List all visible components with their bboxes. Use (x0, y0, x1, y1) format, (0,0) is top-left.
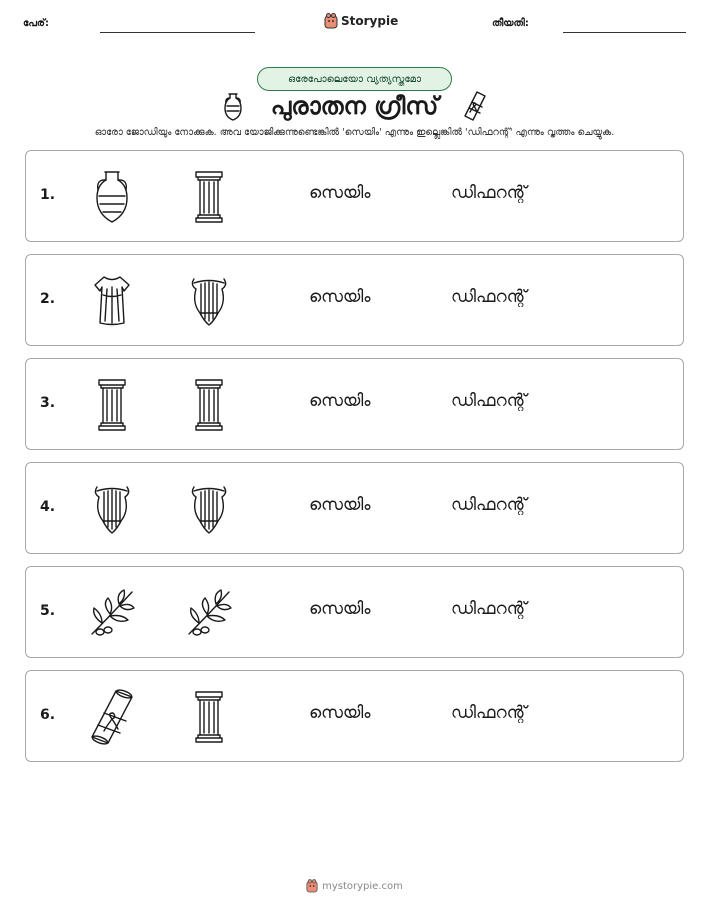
date-line[interactable] (563, 32, 686, 33)
worksheet-type-badge: ഒരേപോലെയോ വ്യത്യസ്തമോ (257, 67, 452, 91)
same-option[interactable]: സെയിം (309, 703, 371, 723)
name-line[interactable] (100, 32, 255, 33)
date-label: തീയതി: (492, 18, 529, 29)
olive-branch-icon (179, 583, 239, 643)
storypie-logo-icon (324, 13, 338, 29)
footer-url[interactable]: mystorypie.com (322, 880, 403, 892)
question-number: 1. (40, 187, 56, 203)
question-row (25, 462, 684, 554)
brand-logo (324, 13, 398, 29)
question-row (25, 254, 684, 346)
question-number: 3. (40, 395, 56, 411)
different-option[interactable]: ഡിഫറന്റ് (451, 599, 527, 619)
different-option[interactable]: ഡിഫറന്റ് (451, 287, 527, 307)
question-number: 4. (40, 499, 56, 515)
question-row (25, 670, 684, 762)
instructions: ഓരോ ജോഡിയും നോക്കുക. അവ യോജിക്കുന്നുണ്ടെങ്കിൽ 'സെയിം' എന്നും ഇല്ലെങ്കിൽ 'ഡിഫറന്റ്' എന്നും വൃത്തം ചെയ്യുക. (94, 127, 615, 138)
storypie-logo-icon (306, 879, 318, 893)
lyre-icon (179, 271, 239, 331)
same-option[interactable]: സെയിം (309, 183, 371, 203)
tunic-icon (82, 271, 142, 331)
name-label: പേര്: (23, 18, 49, 29)
question-row (25, 358, 684, 450)
scroll-icon (82, 687, 142, 747)
question-number: 5. (40, 603, 56, 619)
question-number: 2. (40, 291, 56, 307)
question-row (25, 566, 684, 658)
same-option[interactable]: സെയിം (309, 391, 371, 411)
different-option[interactable]: ഡിഫറന്റ് (451, 703, 527, 723)
column-icon (179, 375, 239, 435)
question-number: 6. (40, 707, 56, 723)
question-row (25, 150, 684, 242)
different-option[interactable]: ഡിഫറന്റ് (451, 183, 527, 203)
olive-branch-icon (82, 583, 142, 643)
different-option[interactable]: ഡിഫറന്റ് (451, 391, 527, 411)
column-icon (179, 687, 239, 747)
scroll-icon (463, 90, 487, 126)
column-icon (82, 375, 142, 435)
same-option[interactable]: സെയിം (309, 599, 371, 619)
footer (0, 879, 709, 893)
column-icon (179, 167, 239, 227)
same-option[interactable]: സെയിം (309, 495, 371, 515)
lyre-icon (179, 479, 239, 539)
amphora-icon (82, 167, 142, 227)
brand-name: Storypie (341, 14, 399, 28)
different-option[interactable]: ഡിഫറന്റ് (451, 495, 527, 515)
same-option[interactable]: സെയിം (309, 287, 371, 307)
lyre-icon (82, 479, 142, 539)
page-title: പുരാതന ഗ്രീസ് (270, 92, 439, 120)
